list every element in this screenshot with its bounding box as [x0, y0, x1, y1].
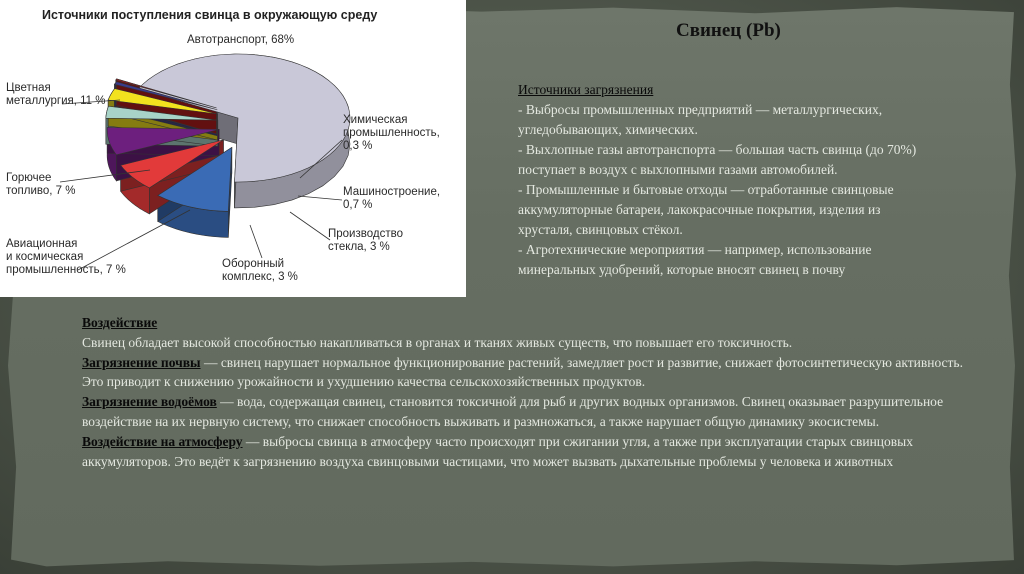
soil-text: — свинец нарушает нормальное функционирование растений, замедляет рост и развитие, снижает фотосинтетическую активность. Это приводит к снижению урожайности и ухудшению качества сельскохозяйственных продуктов.: [82, 354, 963, 390]
impact-intro: Свинец обладает высокой способностью накапливаться в органах и тканях живых существ, что повышает его токсичность.: [82, 334, 793, 350]
sources-line: - Выхлопные газы автотранспорта — большая часть свинца (до 70%): [518, 142, 917, 157]
water-heading: Загрязнение водоёмов: [82, 394, 217, 410]
soil-heading: Загрязнение почвы: [82, 354, 201, 370]
sources-block: [518, 80, 1018, 280]
air-heading: Воздействие на атмосферу: [82, 433, 243, 449]
sources-line: - Выбросы промышленных предприятий — металлургических,: [518, 102, 883, 117]
slide-title: Свинец (Pb): [676, 20, 781, 41]
slice-label-auto: Автотранспорт, 68%: [187, 34, 295, 46]
impact-heading: Воздействие: [82, 315, 158, 330]
leader-line: [298, 196, 342, 200]
sources-line: угледобывающих, химических.: [518, 122, 698, 137]
slice-label-fuel: Горючее топливо, 7 %: [6, 172, 76, 197]
leader-line: [290, 212, 330, 240]
impact-block: [82, 313, 982, 471]
water-text: — вода, содержащая свинец, становится токсичной для рыб и других водных организмов. Свинец оказывает разрушительное воздействие на их нервную систему, что снижает способность выживать и размножаться, а также нарушает общую динамику экосистемы.: [82, 394, 944, 429]
soil-paragraph: [82, 353, 982, 393]
pie-chart-panel: [0, 0, 466, 297]
slice-label-aviation: Авиационная и космическая промышленность, 7 %: [6, 238, 126, 276]
sources-line: - Агротехнические мероприятия — например, использование: [518, 242, 872, 257]
slice-label-defense: Оборонный комплекс, 3 %: [222, 258, 298, 283]
sources-heading: Источники загрязнения: [518, 82, 654, 97]
water-paragraph: [82, 392, 982, 432]
sources-line: поступает в воздух с выхлопными газами автомобилей.: [518, 162, 838, 177]
air-text: — выбросы свинца в атмосферу часто происходят при сжигании угля, а также при эксплуатации старых свинцовых аккумуляторов. Это ведёт к загрязнению воздуха свинцовыми частицами, что может вызвать дыхательные проблемы у человека и животных: [82, 433, 913, 469]
chart-title: Источники поступления свинца в окружающую среду: [42, 8, 378, 22]
leader-line: [250, 225, 262, 258]
sources-line: хрусталя, свинцовых стёкол.: [518, 222, 683, 237]
slice-label-chemical: Химическая промышленность, 0,3 %: [343, 114, 440, 152]
slice-label-glass: Производство стекла, 3 %: [328, 228, 403, 253]
slice-label-machinery: Машиностроение, 0,7 %: [343, 186, 441, 211]
sources-line: аккумуляторные батареи, лакокрасочные покрытия, изделия из: [518, 202, 881, 217]
sources-line: минеральных удобрений, которые вносят свинец в почву: [518, 262, 846, 277]
slice-label-metallurgy: Цветная металлургия, 11 %: [6, 82, 106, 107]
sources-line: - Промышленные и бытовые отходы — отработанные свинцовые: [518, 182, 894, 197]
air-paragraph: [82, 432, 982, 472]
